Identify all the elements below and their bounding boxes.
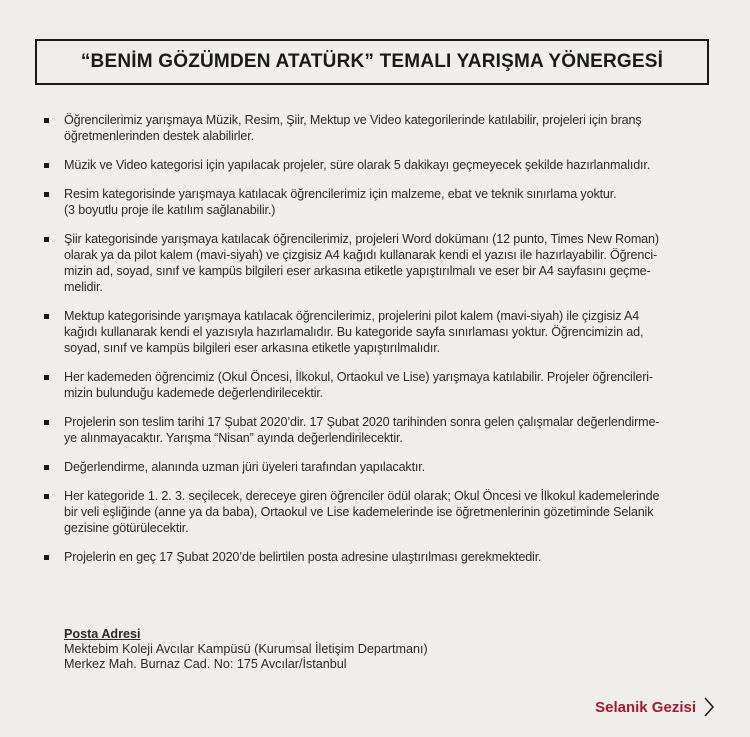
page-title: “BENİM GÖZÜMDEN ATATÜRK” TEMALI YARIŞMA YÖNERGESİ bbox=[80, 51, 664, 72]
address-heading: Posta Adresi bbox=[64, 627, 141, 641]
square-bullet-icon bbox=[44, 420, 49, 425]
square-bullet-icon bbox=[44, 163, 49, 168]
list-item-text: Mektup kategorisinde yarışmaya katılacak öğrencilerimiz, projelerini pilot kalem (mavi-siyah) ile çizgisiz A4 kağıdı kullanarak kendi el yazısıyla hazırlamalıdır. Bu kategoride sayfa sınırlaması yoktur. Öğrencimizin ad, soyad, sınıf ve kampüs bilgileri eser arkasına etiketle yapıştırılmalıdır. bbox=[64, 309, 644, 355]
square-bullet-icon bbox=[44, 314, 49, 319]
square-bullet-icon bbox=[44, 494, 49, 499]
next-page-label[interactable]: Selanik Gezisi bbox=[595, 698, 696, 716]
next-page-link[interactable] bbox=[595, 697, 714, 717]
list-item bbox=[44, 231, 714, 295]
list-item-text: Projelerin en geç 17 Şubat 2020’de belirtilen posta adresine ulaştırılması gerekmektedir. bbox=[64, 550, 542, 564]
list-item-text: Resim kategorisinde yarışmaya katılacak öğrencilerimiz için malzeme, ebat ve teknik sınırlama yoktur. (3 boyutlu proje ile katılım sağlanabilir.) bbox=[64, 187, 617, 217]
list-item bbox=[44, 369, 714, 401]
list-item-text: Projelerin son teslim tarihi 17 Şubat 2020’dir. 17 Şubat 2020 tarihinden sonra gelen çalışmalar değerlendirme- ye alınmayacaktır. Yarışma “Nisan” ayında değerlendirilecektir. bbox=[64, 415, 660, 445]
address-line-1: Mektebim Koleji Avcılar Kampüsü (Kurumsal İletişim Departmanı) bbox=[64, 642, 428, 656]
postal-address bbox=[64, 627, 564, 672]
list-item-text: Şiir kategorisinde yarışmaya katılacak öğrencilerimiz, projeleri Word dokümanı (12 punto, Times New Roman) olarak ya da pilot kalem (mavi-siyah) ve çizgisiz A4 kağıdı kullanarak kendi el yazısı ile hazırlayabilir. Öğrenci- mizin ad, soyad, sınıf ve kampüs bilgileri eser arkasına etiketle yapıştırılmalı ve eser bir A4 sayfasını geçme- melidir. bbox=[64, 232, 659, 294]
list-item bbox=[44, 414, 714, 446]
list-item bbox=[44, 112, 714, 144]
list-item-text: Her kategoride 1. 2. 3. seçilecek, dereceye giren öğrenciler ödül olarak; Okul Öncesi ve İlkokul kademelerinde bir veli eşliğinde (anne ya da baba), Ortaokul ve Lise kademelerinde ise öğretmenlerinin gözetiminde Selanik gezisine götürülecektir. bbox=[64, 489, 660, 535]
square-bullet-icon bbox=[44, 192, 49, 197]
list-item bbox=[44, 186, 714, 218]
list-item bbox=[44, 157, 714, 173]
square-bullet-icon bbox=[44, 555, 49, 560]
list-item-text: Her kademeden öğrencimiz (Okul Öncesi, İlkokul, Ortaokul ve Lise) yarışmaya katılabilir. Projeler öğrencileri- mizin bulunduğu kademede değerlendirilecektir. bbox=[64, 370, 653, 400]
address-line-2: Merkez Mah. Burnaz Cad. No: 175 Avcılar/İstanbul bbox=[64, 657, 347, 671]
chevron-right-icon[interactable] bbox=[704, 697, 714, 717]
square-bullet-icon bbox=[44, 118, 49, 123]
square-bullet-icon bbox=[44, 375, 49, 380]
list-item-text: Değerlendirme, alanında uzman jüri üyeleri tarafından yapılacaktır. bbox=[64, 460, 425, 474]
title-box bbox=[35, 39, 709, 85]
list-item bbox=[44, 549, 714, 565]
list-item bbox=[44, 459, 714, 475]
list-item-text: Öğrencilerimiz yarışmaya Müzik, Resim, Şiir, Mektup ve Video kategorilerinde katılabilir, projeleri için branş öğretmenlerinden destek alabilirler. bbox=[64, 113, 642, 143]
guideline-list bbox=[44, 112, 714, 578]
list-item bbox=[44, 308, 714, 356]
square-bullet-icon bbox=[44, 465, 49, 470]
list-item bbox=[44, 488, 714, 536]
square-bullet-icon bbox=[44, 237, 49, 242]
list-item-text: Müzik ve Video kategorisi için yapılacak projeler, süre olarak 5 dakikayı geçmeyecek şekilde hazırlanmalıdır. bbox=[64, 158, 651, 172]
